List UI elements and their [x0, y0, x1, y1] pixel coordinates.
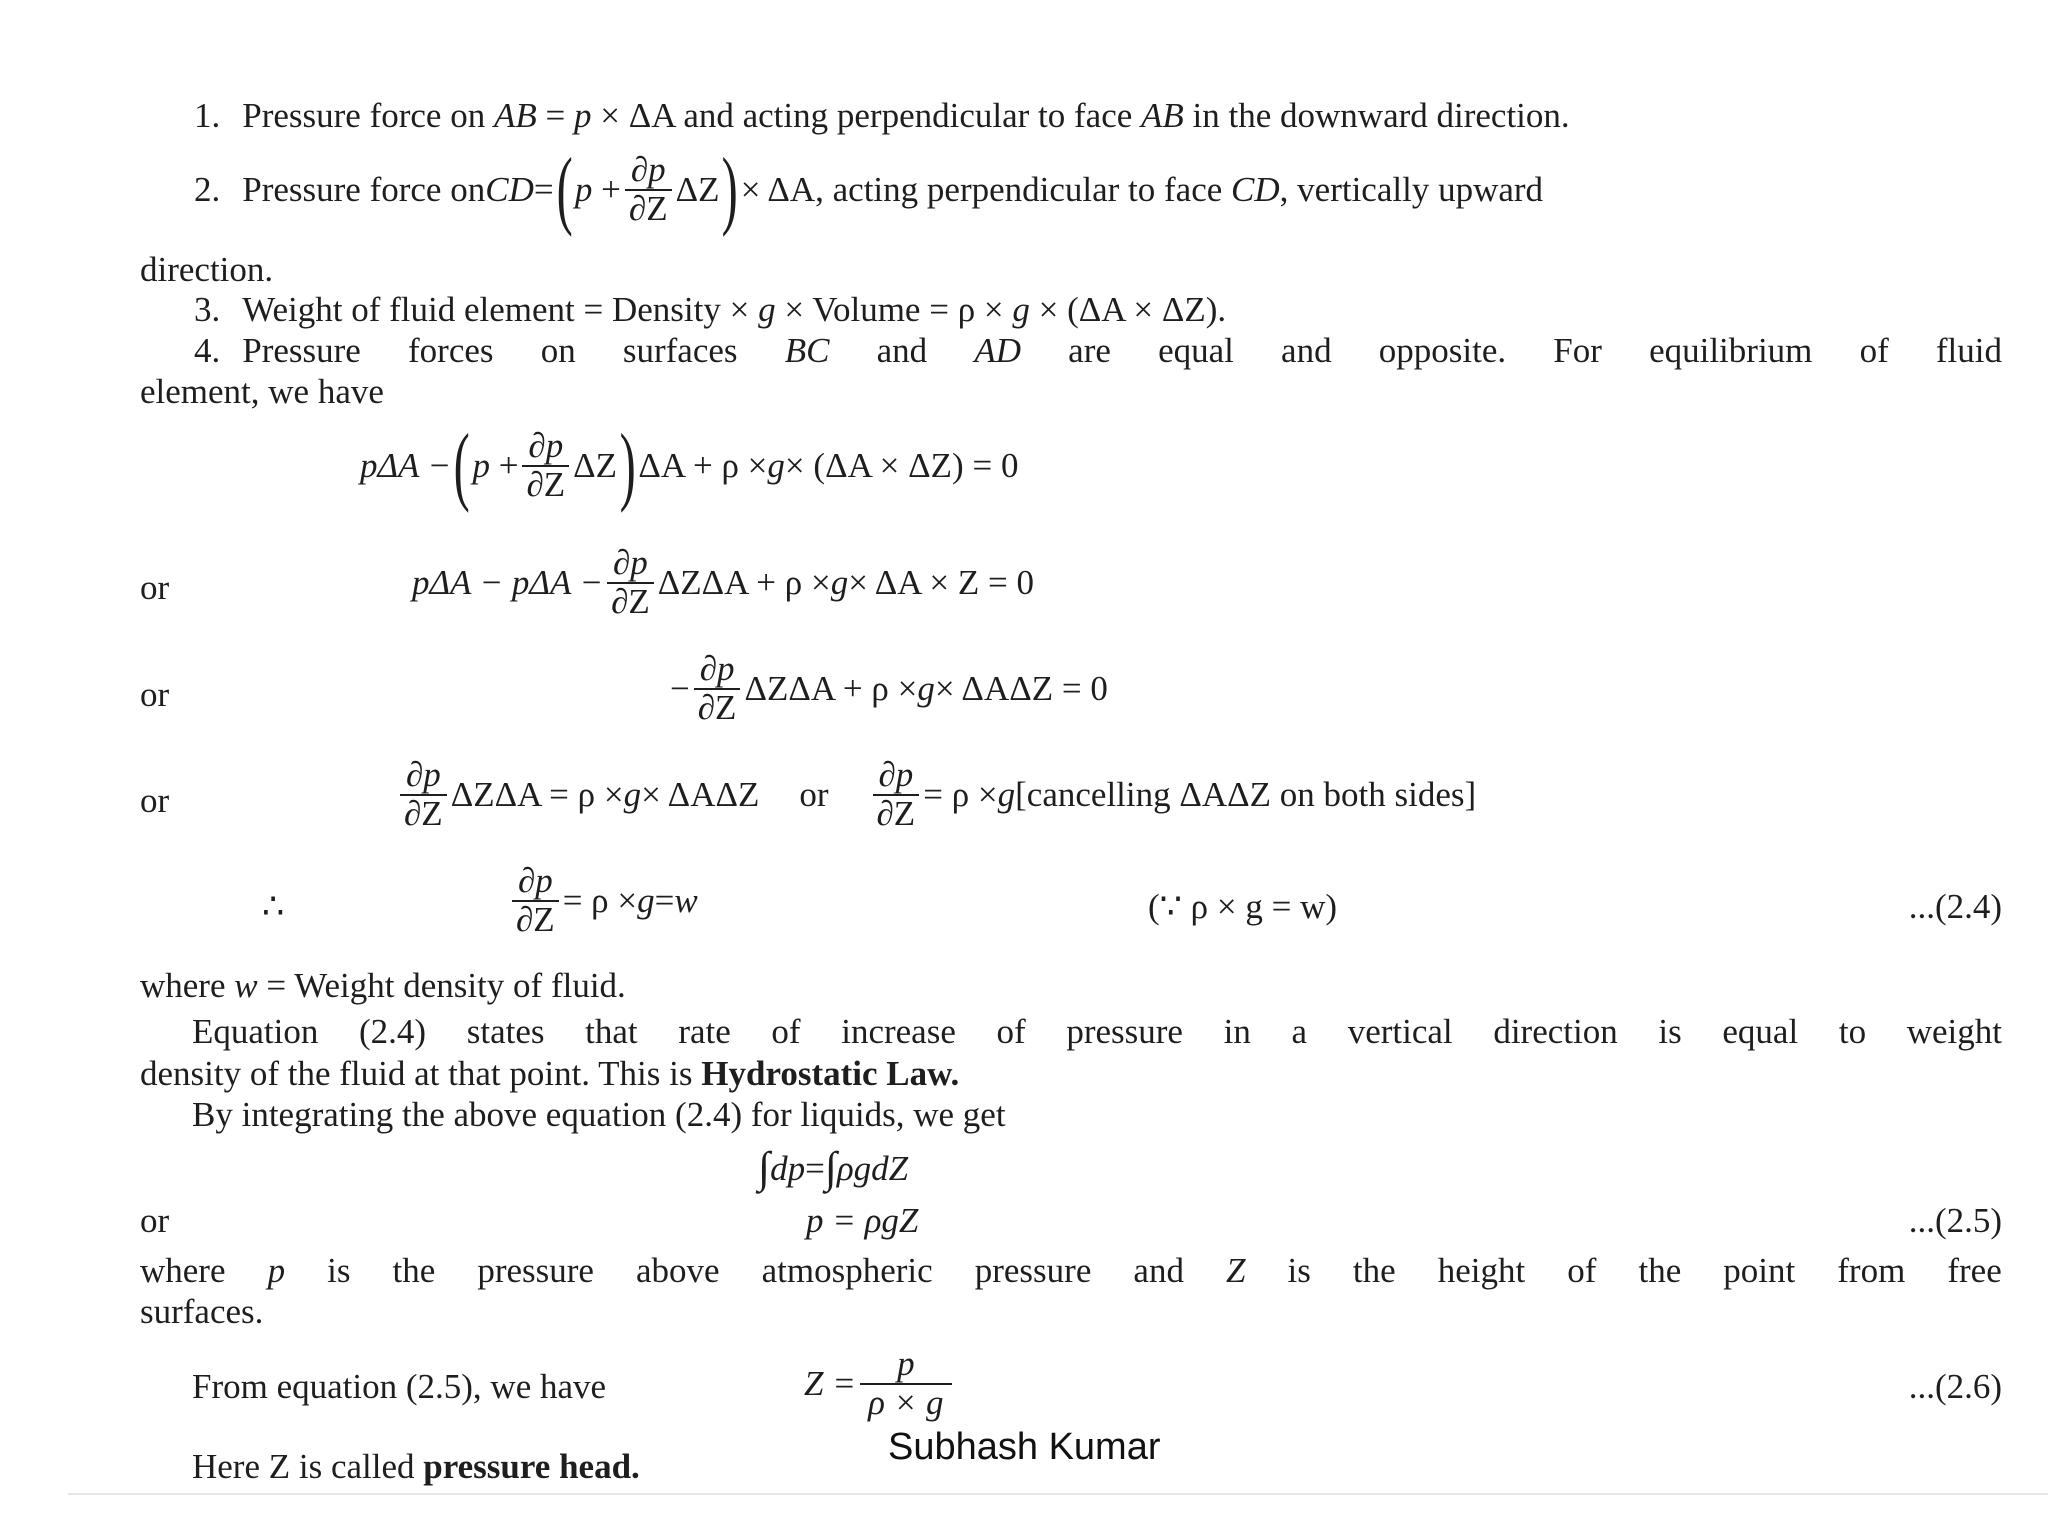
math-var: g [1012, 290, 1030, 329]
word: a [1291, 1012, 1308, 1051]
text: Here Z is called [192, 1447, 424, 1486]
word: equal [1158, 331, 1234, 370]
word: pressure [1066, 1012, 1183, 1051]
word: of [996, 1012, 1026, 1051]
equation-tag-2-6: ...(2.6) [1908, 1367, 2002, 1406]
left-paren: ( [556, 140, 573, 238]
equation-tag-2-4: ...(2.4) [1908, 887, 2002, 926]
word: vertical [1347, 1012, 1453, 1051]
text: , vertically upward [1279, 170, 1544, 210]
bracket-expression [554, 140, 741, 238]
word: of [1567, 1251, 1597, 1290]
here-line [192, 1449, 640, 1484]
word: to [1838, 1012, 1867, 1051]
word: the [1638, 1251, 1682, 1290]
or-label: or [140, 568, 170, 607]
math-var: g [637, 881, 655, 921]
word: For [1553, 331, 1602, 370]
text: ΔZΔA + ρ × [657, 563, 831, 603]
partial-fraction [522, 428, 569, 504]
word: on [540, 331, 576, 370]
item-4 [194, 333, 2002, 368]
right-paren: ) [722, 140, 739, 238]
denominator: ∂Z [697, 687, 737, 727]
where-line-2 [140, 1253, 2002, 1288]
word: pressure [477, 1251, 594, 1290]
word: equal [1722, 1012, 1799, 1051]
text: = [805, 1148, 825, 1188]
item-number: 4. [194, 331, 221, 370]
item-1 [194, 98, 2002, 133]
denominator: ∂Z [876, 793, 916, 833]
word: where [140, 1251, 226, 1290]
integral-sign: ∫ [758, 1143, 771, 1192]
math-var: g [917, 669, 935, 709]
integral-equation [758, 1143, 909, 1192]
bottom-divider [68, 1493, 2048, 1495]
word: is [1658, 1012, 1682, 1051]
text: = [536, 96, 574, 135]
text: where [140, 966, 235, 1005]
item-number: 2. [194, 170, 221, 210]
word: that [585, 1012, 638, 1051]
word: and [876, 331, 928, 370]
numerator: p [860, 1346, 952, 1385]
word: pressure [974, 1251, 1092, 1290]
text: ΔZΔA + ρ × [744, 669, 918, 709]
text: × (ΔA × ΔZ) = 0 [784, 446, 1019, 486]
text: = ρ × [923, 775, 998, 815]
text: Pressure force on [242, 96, 494, 135]
numerator: ∂p [512, 863, 559, 902]
from-equation-text: From equation (2.5), we have [192, 1367, 607, 1406]
text: = Weight density of fluid. [257, 966, 626, 1005]
item-3 [194, 292, 1226, 327]
text: − [670, 669, 690, 709]
word: forces [408, 331, 494, 370]
math-var: g [623, 775, 642, 815]
or-label: or [140, 675, 170, 714]
numerator: ∂p [400, 757, 447, 796]
math-var: CD [1231, 170, 1280, 210]
math-var: g [830, 563, 849, 603]
word: point [1723, 1251, 1796, 1290]
equation-tag-2-5: ...(2.5) [1908, 1201, 2002, 1240]
justified-line [242, 333, 2002, 368]
or-label: or [140, 781, 170, 820]
equation-2-4 [508, 863, 698, 939]
word: direction [1493, 1012, 1618, 1051]
text: × ΔAΔZ = 0 [934, 669, 1108, 709]
word: rate [678, 1012, 731, 1051]
text: density of the fluid at that point. This is [140, 1054, 702, 1093]
word: opposite. [1378, 331, 1507, 370]
paragraph-1-line-2 [140, 1056, 959, 1091]
math-var: AB [493, 96, 537, 135]
paragraph-1-line-1 [192, 1014, 2002, 1049]
text: = ρ × [562, 881, 638, 921]
item-number: 1. [194, 96, 221, 135]
or-label: or [799, 775, 829, 815]
therefore-symbol: ∴ [262, 887, 285, 926]
partial-fraction [873, 757, 920, 833]
math-var: w [234, 966, 258, 1005]
word: p [267, 1251, 286, 1290]
word: surfaces [622, 331, 738, 370]
denominator: ∂Z [611, 581, 650, 621]
math-var: g [767, 446, 785, 486]
math-var: w [674, 881, 698, 921]
text: dp [770, 1148, 806, 1188]
denominator: ρ × g [868, 1382, 944, 1422]
text: ΔA + ρ × [638, 446, 768, 486]
math-var: p [574, 170, 593, 210]
text: Weight of fluid element = Density × [242, 290, 759, 329]
text: Pressure force on [242, 170, 486, 210]
word: from [1837, 1251, 1906, 1290]
denominator: ∂Z [516, 899, 555, 939]
word: atmospheric [761, 1251, 933, 1290]
word: states [466, 1012, 545, 1051]
math-var: CD [485, 170, 534, 210]
word: of [1859, 331, 1889, 370]
bold-term: pressure head. [423, 1447, 640, 1486]
denominator: ∂Z [526, 464, 566, 504]
text: × Volume = ρ × [775, 290, 1013, 329]
word: in [1223, 1012, 1251, 1051]
denominator: ∂Z [404, 793, 443, 833]
equation-2 [412, 545, 1034, 621]
math-var: p [472, 446, 490, 486]
word: and [1281, 331, 1332, 370]
right-paren: ) [619, 416, 636, 514]
integral-sign: ∫ [824, 1143, 837, 1192]
item-2 [194, 140, 2002, 238]
partial-fraction [512, 863, 559, 939]
text: ΔZΔA = ρ × [450, 775, 624, 815]
word: weight [1906, 1012, 2002, 1051]
text: = [533, 170, 554, 210]
word: height [1437, 1251, 1526, 1290]
word: free [1947, 1251, 2002, 1290]
where-line-1 [140, 968, 626, 1003]
equation-2-5: p = ρgZ [806, 1201, 919, 1240]
partial-fraction [400, 757, 447, 833]
word: are [1068, 331, 1111, 370]
text: × ΔA and acting perpendicular to face [591, 96, 1142, 135]
bold-term: Hydrostatic Law. [701, 1054, 960, 1093]
partial-fraction [694, 651, 741, 727]
word: above [636, 1251, 720, 1290]
word: is [1287, 1251, 1311, 1290]
numerator: ∂p [694, 651, 741, 690]
paragraph-2: By integrating the above equation (2.4) for liquids, we get [192, 1095, 1006, 1134]
word: fluid [1935, 331, 2002, 370]
text: ΔZ [573, 446, 618, 486]
word: AD [974, 331, 1021, 370]
partial-fraction [625, 152, 672, 228]
where-line-2-cont: surfaces. [140, 1292, 264, 1331]
text: ΔZ [675, 170, 720, 210]
numerator: ∂p [873, 757, 920, 796]
word: the [1352, 1251, 1396, 1290]
continuation-text: direction. [140, 250, 274, 289]
text: × ΔAΔZ [641, 775, 760, 815]
text: × (ΔA × ΔZ). [1029, 290, 1227, 329]
text: [cancelling ΔAΔZ on both sides] [1015, 775, 1477, 815]
equation-3 [670, 651, 1108, 727]
word: equilibrium [1649, 331, 1813, 370]
text: × ΔA × Z = 0 [848, 563, 1034, 603]
text: pΔA − [360, 446, 452, 486]
or-label: or [140, 1201, 170, 1240]
word: Z [1226, 1251, 1246, 1290]
left-paren: ( [453, 416, 470, 514]
word: Pressure [242, 331, 361, 370]
denominator: ∂Z [628, 188, 668, 228]
numerator: ∂p [522, 428, 569, 467]
continuation-text: element, we have [140, 372, 384, 411]
text: Z = [804, 1364, 856, 1404]
math-var: AB [1141, 96, 1184, 135]
text: × ΔA, acting perpendicular to face [740, 170, 1232, 210]
math-var: g [758, 290, 776, 329]
word: is [327, 1251, 351, 1290]
word: of [771, 1012, 801, 1051]
text: in the downward direction. [1183, 96, 1570, 135]
numerator: ∂p [607, 545, 654, 584]
equation-note: (∵ ρ × g = w) [1148, 887, 1338, 926]
watermark-author: Subhash Kumar [888, 1426, 1161, 1468]
text: = [654, 881, 675, 921]
operator: + [601, 170, 621, 210]
numerator: ∂p [625, 152, 672, 191]
equation-2-6 [804, 1346, 956, 1422]
text: pΔA − pΔA − [412, 563, 604, 603]
word: the [392, 1251, 436, 1290]
equation-1 [360, 416, 1019, 514]
partial-fraction [607, 545, 654, 621]
word: and [1133, 1251, 1184, 1290]
item-number: 3. [194, 290, 221, 329]
equation-4 [396, 757, 1476, 833]
word: increase [841, 1012, 956, 1051]
text: ρgdZ [836, 1148, 909, 1188]
fraction [860, 1346, 952, 1422]
math-var: g [997, 775, 1016, 815]
word: BC [784, 331, 830, 370]
math-var: p [573, 96, 592, 135]
word: Equation [192, 1012, 319, 1051]
word: (2.4) [359, 1012, 427, 1051]
operator: + [498, 446, 519, 486]
